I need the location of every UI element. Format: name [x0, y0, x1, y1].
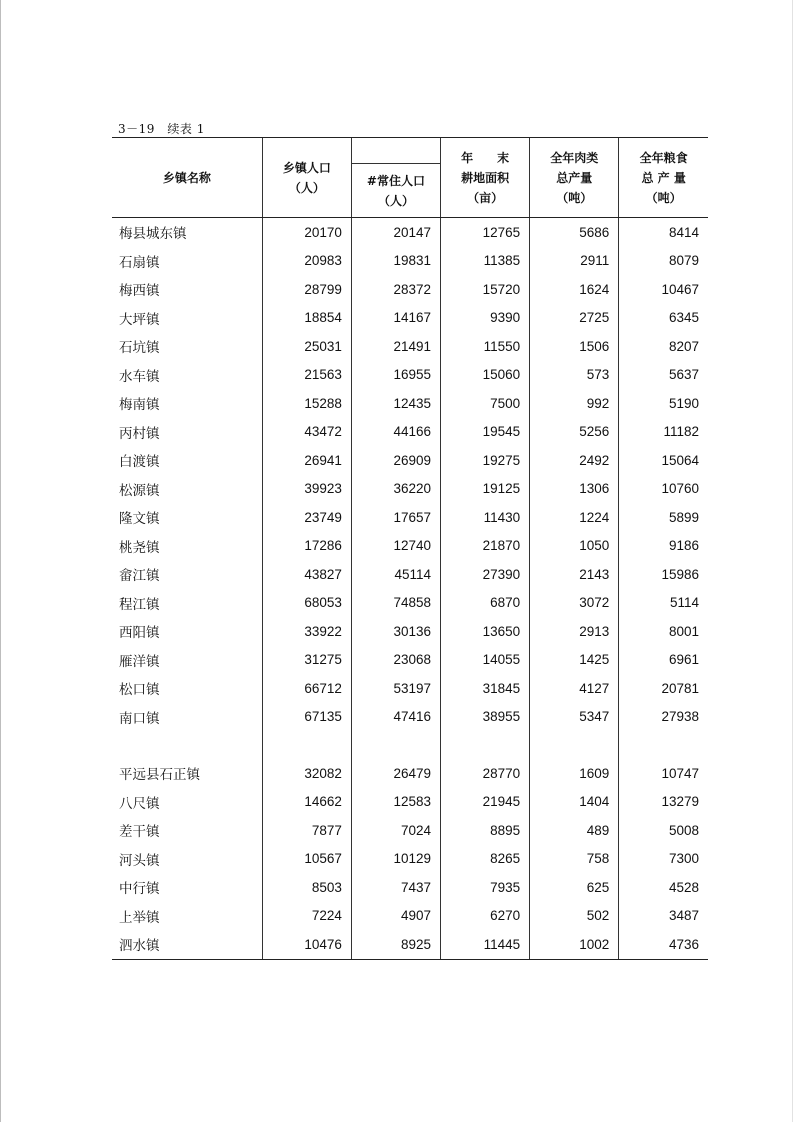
- table-row: [112, 389, 708, 418]
- cell-grain-output: 8079: [619, 247, 708, 276]
- spacer-cell: [441, 731, 530, 759]
- cell-meat-output: 4127: [530, 674, 619, 703]
- cell-grain-output: 27938: [619, 703, 708, 732]
- cell-meat-output: 1050: [530, 532, 619, 561]
- cell-resident-population: 53197: [351, 674, 440, 703]
- cell-resident-population: 28372: [351, 275, 440, 304]
- cell-township-name: 丙村镇: [119, 425, 160, 442]
- header-meat-unit: （吨）: [556, 190, 593, 205]
- cell-grain-output: 9186: [619, 532, 708, 561]
- table-row: [112, 674, 708, 703]
- cell-resident-population: 74858: [351, 589, 440, 618]
- cell-farmland-area: 7500: [441, 389, 530, 418]
- cell-meat-output: 5686: [530, 218, 619, 247]
- table-row: [112, 617, 708, 646]
- township-statistics-table: [112, 137, 708, 960]
- cell-farmland-area: 11550: [441, 332, 530, 361]
- cell-township-population: 25031: [262, 332, 351, 361]
- cell-farmland-area: 9390: [441, 304, 530, 333]
- cell-resident-population: 44166: [351, 418, 440, 447]
- cell-township-name: 畲江镇: [119, 568, 160, 585]
- header-meat-line2: 总产量: [556, 170, 593, 185]
- cell-resident-population: 12740: [351, 532, 440, 561]
- cell-township-population: 20170: [262, 218, 351, 247]
- cell-grain-output: 4736: [619, 930, 708, 959]
- cell-township-population: 23749: [262, 503, 351, 532]
- cell-township-name: 河头镇: [119, 852, 160, 869]
- cell-meat-output: 625: [530, 873, 619, 902]
- cell-township-population: 15288: [262, 389, 351, 418]
- table-row: [112, 560, 708, 589]
- spacer-cell: [530, 731, 619, 759]
- table-row: [112, 816, 708, 845]
- cell-farmland-area: 19275: [441, 446, 530, 475]
- cell-township-population: 66712: [262, 674, 351, 703]
- cell-resident-population: 14167: [351, 304, 440, 333]
- header-township-population: [262, 138, 351, 218]
- cell-township-population: 14662: [262, 788, 351, 817]
- cell-township-population: 20983: [262, 247, 351, 276]
- page-edge-left: [0, 0, 1, 1122]
- cell-township-name: 白渡镇: [119, 454, 160, 471]
- cell-farmland-area: 14055: [441, 646, 530, 675]
- table-row: [112, 646, 708, 675]
- cell-resident-population: 17657: [351, 503, 440, 532]
- header-resident-population: [351, 164, 440, 218]
- cell-resident-population: 30136: [351, 617, 440, 646]
- cell-township-population: 43472: [262, 418, 351, 447]
- cell-farmland-area: 28770: [441, 759, 530, 788]
- cell-meat-output: 2911: [530, 247, 619, 276]
- cell-farmland-area: 19125: [441, 475, 530, 504]
- cell-resident-population: 36220: [351, 475, 440, 504]
- cell-grain-output: 10467: [619, 275, 708, 304]
- cell-meat-output: 2725: [530, 304, 619, 333]
- cell-township-name: 梅西镇: [119, 283, 160, 300]
- cell-farmland-area: 8895: [441, 816, 530, 845]
- header-population-title: 乡镇人口: [282, 160, 331, 175]
- table-row: [112, 247, 708, 276]
- cell-farmland-area: 21945: [441, 788, 530, 817]
- cell-farmland-area: 8265: [441, 845, 530, 874]
- table-row: [112, 475, 708, 504]
- table-row: [112, 703, 708, 732]
- table-row: [112, 304, 708, 333]
- cell-resident-population: 12583: [351, 788, 440, 817]
- header-population-subdivider: [351, 138, 440, 164]
- cell-meat-output: 1002: [530, 930, 619, 959]
- cell-grain-output: 5637: [619, 361, 708, 390]
- spacer-cell: [351, 731, 440, 759]
- cell-meat-output: 1609: [530, 759, 619, 788]
- cell-township-name: 松源镇: [119, 482, 160, 499]
- cell-grain-output: 5190: [619, 389, 708, 418]
- cell-meat-output: 1624: [530, 275, 619, 304]
- cell-township-name: 桃尧镇: [119, 539, 160, 556]
- header-township-name-text: 乡镇名称: [162, 170, 211, 185]
- cell-resident-population: 26909: [351, 446, 440, 475]
- cell-grain-output: 15986: [619, 560, 708, 589]
- cell-meat-output: 5256: [530, 418, 619, 447]
- header-farmland-unit: （亩）: [467, 190, 504, 205]
- header-grain-line2: 总 产 量: [641, 170, 686, 185]
- table-row: [112, 218, 708, 247]
- cell-grain-output: 3487: [619, 902, 708, 931]
- cell-township-name: 水车镇: [119, 368, 160, 385]
- table-row: [112, 930, 708, 959]
- cell-township-population: 8503: [262, 873, 351, 902]
- cell-resident-population: 45114: [351, 560, 440, 589]
- cell-meat-output: 489: [530, 816, 619, 845]
- cell-township-name: 隆文镇: [119, 511, 160, 528]
- cell-township-name: 程江镇: [119, 596, 160, 613]
- cell-meat-output: 2143: [530, 560, 619, 589]
- cell-township-name: 石扇镇: [119, 254, 160, 271]
- cell-resident-population: 7437: [351, 873, 440, 902]
- cell-meat-output: 502: [530, 902, 619, 931]
- cell-township-name: 雁洋镇: [119, 653, 160, 670]
- cell-grain-output: 10760: [619, 475, 708, 504]
- cell-meat-output: 1404: [530, 788, 619, 817]
- cell-township-population: 10567: [262, 845, 351, 874]
- cell-township-population: 28799: [262, 275, 351, 304]
- cell-meat-output: 2913: [530, 617, 619, 646]
- cell-township-population: 26941: [262, 446, 351, 475]
- cell-grain-output: 6345: [619, 304, 708, 333]
- cell-meat-output: 2492: [530, 446, 619, 475]
- cell-farmland-area: 21870: [441, 532, 530, 561]
- cell-resident-population: 12435: [351, 389, 440, 418]
- header-farmland-area: [441, 138, 530, 218]
- cell-farmland-area: 6270: [441, 902, 530, 931]
- cell-resident-population: 47416: [351, 703, 440, 732]
- cell-resident-population: 7024: [351, 816, 440, 845]
- cell-township-name: 西阳镇: [119, 625, 160, 642]
- cell-resident-population: 10129: [351, 845, 440, 874]
- cell-township-name: 中行镇: [119, 881, 160, 898]
- cell-resident-population: 21491: [351, 332, 440, 361]
- cell-meat-output: 1425: [530, 646, 619, 675]
- cell-grain-output: 20781: [619, 674, 708, 703]
- cell-township-population: 33922: [262, 617, 351, 646]
- cell-farmland-area: 31845: [441, 674, 530, 703]
- table-caption: 3－19 续表 1: [118, 122, 205, 136]
- cell-farmland-area: 7935: [441, 873, 530, 902]
- header-meat-output: [530, 138, 619, 218]
- header-grain-unit: （吨）: [645, 190, 682, 205]
- cell-township-population: 32082: [262, 759, 351, 788]
- table-row: [112, 589, 708, 618]
- cell-resident-population: 19831: [351, 247, 440, 276]
- cell-meat-output: 1306: [530, 475, 619, 504]
- header-resident-unit: （人）: [377, 193, 414, 208]
- table-row: [112, 532, 708, 561]
- cell-grain-output: 5114: [619, 589, 708, 618]
- header-township-name: [112, 138, 262, 218]
- header-resident-title: #常住人口: [366, 173, 425, 188]
- cell-meat-output: 573: [530, 361, 619, 390]
- cell-grain-output: 6961: [619, 646, 708, 675]
- table-row: [112, 446, 708, 475]
- table-row: [112, 845, 708, 874]
- cell-resident-population: 16955: [351, 361, 440, 390]
- spacer-cell: [112, 731, 262, 759]
- header-farmland-line2: 耕地面积: [461, 170, 510, 185]
- cell-resident-population: 26479: [351, 759, 440, 788]
- cell-resident-population: 8925: [351, 930, 440, 959]
- cell-resident-population: 20147: [351, 218, 440, 247]
- cell-grain-output: 5008: [619, 816, 708, 845]
- cell-meat-output: 1506: [530, 332, 619, 361]
- cell-grain-output: 7300: [619, 845, 708, 874]
- table-header: [112, 138, 708, 218]
- table-body: [112, 218, 708, 960]
- cell-township-name: 石坑镇: [119, 340, 160, 357]
- cell-farmland-area: 19545: [441, 418, 530, 447]
- spacer-cell: [619, 731, 708, 759]
- table-row: [112, 902, 708, 931]
- cell-farmland-area: 11385: [441, 247, 530, 276]
- cell-township-name: 平远县石正镇: [119, 767, 200, 784]
- cell-farmland-area: 15060: [441, 361, 530, 390]
- cell-township-name: 大坪镇: [119, 311, 160, 328]
- cell-meat-output: 992: [530, 389, 619, 418]
- cell-township-name: 差干镇: [119, 824, 160, 841]
- cell-meat-output: 1224: [530, 503, 619, 532]
- header-grain-line1: 全年粮食: [639, 150, 688, 165]
- table-row: [112, 418, 708, 447]
- cell-grain-output: 10747: [619, 759, 708, 788]
- cell-township-name: 梅南镇: [119, 397, 160, 414]
- cell-meat-output: 3072: [530, 589, 619, 618]
- cell-township-population: 18854: [262, 304, 351, 333]
- cell-township-population: 43827: [262, 560, 351, 589]
- cell-township-name: 上举镇: [119, 909, 160, 926]
- cell-township-population: 17286: [262, 532, 351, 561]
- cell-grain-output: 13279: [619, 788, 708, 817]
- cell-resident-population: 4907: [351, 902, 440, 931]
- cell-grain-output: 4528: [619, 873, 708, 902]
- cell-township-name: 泗水镇: [112, 930, 262, 959]
- cell-farmland-area: 6870: [441, 589, 530, 618]
- table-row: [112, 788, 708, 817]
- header-farmland-line1: 年 末: [461, 150, 510, 165]
- cell-farmland-area: 11445: [441, 930, 530, 959]
- cell-farmland-area: 27390: [441, 560, 530, 589]
- table-row: [112, 873, 708, 902]
- cell-grain-output: 8414: [619, 218, 708, 247]
- cell-farmland-area: 12765: [441, 218, 530, 247]
- cell-township-population: 67135: [262, 703, 351, 732]
- cell-township-name: 梅县城东镇: [119, 226, 187, 243]
- cell-township-population: 39923: [262, 475, 351, 504]
- spacer-cell: [262, 731, 351, 759]
- table-row: [112, 361, 708, 390]
- cell-farmland-area: 13650: [441, 617, 530, 646]
- cell-grain-output: 8207: [619, 332, 708, 361]
- cell-township-population: 21563: [262, 361, 351, 390]
- table-row: [112, 275, 708, 304]
- cell-township-population: 10476: [262, 930, 351, 959]
- group-spacer-row: [112, 731, 708, 759]
- cell-township-population: 7877: [262, 816, 351, 845]
- cell-resident-population: 23068: [351, 646, 440, 675]
- cell-farmland-area: 38955: [441, 703, 530, 732]
- cell-township-population: 31275: [262, 646, 351, 675]
- header-meat-line1: 全年肉类: [550, 150, 599, 165]
- cell-farmland-area: 15720: [441, 275, 530, 304]
- cell-township-name: 八尺镇: [119, 795, 160, 812]
- cell-grain-output: 8001: [619, 617, 708, 646]
- table-row: [112, 332, 708, 361]
- table-row: [112, 503, 708, 532]
- cell-grain-output: 5899: [619, 503, 708, 532]
- cell-township-name: 松口镇: [119, 682, 160, 699]
- cell-farmland-area: 11430: [441, 503, 530, 532]
- cell-meat-output: 758: [530, 845, 619, 874]
- cell-grain-output: 11182: [619, 418, 708, 447]
- cell-township-name: 南口镇: [119, 710, 160, 727]
- cell-meat-output: 5347: [530, 703, 619, 732]
- cell-grain-output: 15064: [619, 446, 708, 475]
- cell-township-population: 68053: [262, 589, 351, 618]
- header-grain-output: [619, 138, 708, 218]
- table-row: [112, 759, 708, 788]
- header-population-unit: （人）: [288, 180, 325, 195]
- cell-township-population: 7224: [262, 902, 351, 931]
